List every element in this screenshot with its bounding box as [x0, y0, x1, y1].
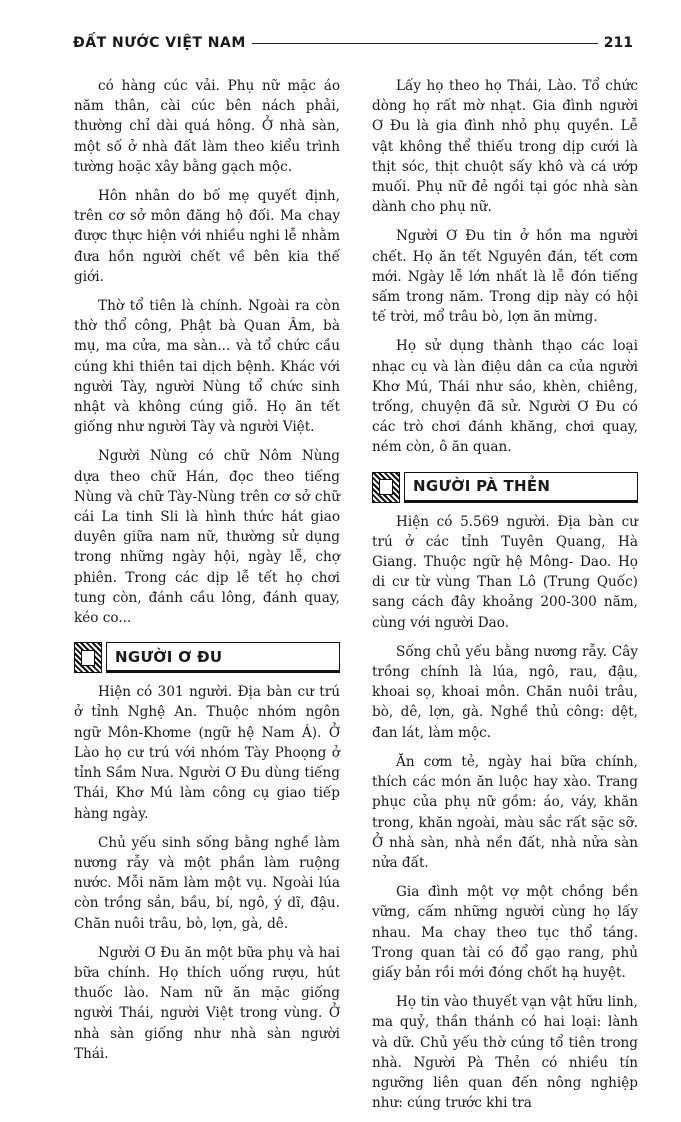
page-number: 211 [603, 35, 633, 51]
paragraph: Người Nùng có chữ Nôm Nùng dựa theo chữ Hán, đọc theo tiếng Nùng và chữ Tày-Nùng trên cơ sở chữ cái La tinh Sli là hình thức hát giao duyên giữa nam nữ, thường sử dụng trong những ngày hội, ngày lễ, chợ phiên. Trong các dịp lễ tết họ chơi tung còn, đánh cầu lông, đánh quay, kéo co... [74, 448, 340, 627]
paragraph: Sống chủ yếu bằng nương rẫy. Cây trồng chính là lúa, ngô, rau, đậu, khoai sọ, khoai môn. Chăn nuôi trâu, bò, dê, lợn, gà. Nghề thủ công: dệt, đan lát, làm mộc. [372, 643, 638, 741]
right-column [372, 76, 638, 1122]
paragraph: Họ sử dụng thành thạo các loại nhạc cụ và làn điệu dân ca của người Khơ Mú, Thái như sáo, khèn, chiêng, trống, chuyện đã sử. Người Ơ Đu có các trò chơi đánh khăng, chơi quay, ném còn, ô ăn quan. [372, 338, 638, 456]
section-title-box [106, 642, 340, 673]
section-title: NGƯỜI Ơ ĐU [115, 647, 223, 666]
running-header [73, 32, 633, 54]
header-rule [252, 43, 598, 44]
section-heading-o-du [74, 642, 340, 673]
paragraph: có hàng cúc vải. Phụ nữ mặc áo năm thân, cài cúc bên nách phải, thường chỉ dài quá hông. Ở nhà sàn, một số ở nhà đất làm theo kiểu trình tường hoặc xây bằng gạch mộc. [74, 78, 340, 175]
paragraph: Gia đình một vợ một chồng bền vững, cấm những người cùng họ lấy nhau. Ma chay theo tục thổ táng. Trong quan tài có đổ gạo rang, phủ giấy bản rồi mới đóng chốt hạ huyệt. [372, 884, 638, 981]
paragraph: Ăn cơm tẻ, ngày hai bữa chính, thích các món ăn luộc hay xào. Trang phục của phụ nữ gồm: áo, váy, khăn trong, khăn ngoài, màu sắc rất sặc sỡ. Ở nhà sàn, nhà nền đất, nhà nửa sàn nửa đất. [372, 753, 638, 871]
paragraph: Hiện có 301 người. Địa bàn cư trú ở tỉnh Nghệ An. Thuộc nhóm ngôn ngữ Môn-Khơme (ngữ hệ Nam Á). Ở Lào họ cư trú với nhóm Tày Phoọng ở tỉnh Sầm Nưa. Người Ơ Đu dùng tiếng Thái, Khơ Mú làm công cụ giao tiếp hàng ngày. [74, 684, 340, 822]
section-title-box [404, 472, 638, 503]
section-title: NGƯỜI PÀ THẺN [413, 477, 551, 496]
ornament-icon [74, 642, 102, 673]
book-title: ĐẤT NƯỚC VIỆT NAM [73, 35, 246, 51]
paragraph: Người Ơ Đu tin ở hồn ma người chết. Họ ăn tết Nguyên đán, tết cơm mới. Ngày lễ lớn nhất là lễ đón tiếng sấm trong năm. Trong dịp này có hội tế trời, mổ trâu bò, lợn ăn mừng. [372, 228, 638, 326]
paragraph: Hiện có 5.569 người. Địa bàn cư trú ở các tỉnh Tuyên Quang, Hà Giang. Thuộc ngữ hệ Mông- Dao. Họ di cư từ vùng Than Lô (Trung Quốc) sang cách đây khoảng 200-300 năm, cùng với người Dao. [372, 513, 638, 631]
paragraph: Lấy họ theo họ Thái, Lào. Tổ chức dòng họ rất mờ nhạt. Gia đình người Ơ Đu là gia đình nhỏ phụ quyền. Lễ vật không thể thiếu trong dịp cưới là thịt sóc, thịt chuột sấy khô và cá ướp muối. Phụ nữ đẻ ngồi tại góc nhà sàn dành cho phụ nữ. [372, 78, 638, 216]
ornament-icon [372, 472, 400, 503]
paragraph: Họ tin vào thuyết vạn vật hữu linh, ma quỷ, thần thánh có hai loại: lành và dữ. Chủ yếu thờ cúng tổ tiên trong nhà. Người Pà Thẻn có nhiều tín ngưỡng liên quan đến nông nghiệp như: cúng trước khi tra [372, 994, 638, 1112]
section-heading-pa-then [372, 472, 638, 503]
left-column [74, 76, 340, 1073]
paragraph: Người Ơ Đu ăn một bữa phụ và hai bữa chính. Họ thích uống rượu, hút thuốc lào. Nam nữ ăn mặc giống người Thái, người Việt trong vùng. Ở nhà sàn giống như nhà sàn người Thái. [74, 944, 340, 1062]
paragraph: Hôn nhân do bố mẹ quyết định, trên cơ sở môn đăng hộ đối. Ma chay được thực hiện với nhiều nghi lễ nhằm đưa hồn người chết về bên kia thế giới. [74, 188, 340, 285]
paragraph: Chủ yếu sinh sống bằng nghề làm nương rẫy và một phần làm ruộng nước. Mỗi năm làm một vụ. Ngoài lúa còn trồng sắn, bầu, bí, ngô, ý dĩ, đậu. Chăn nuôi trâu, bò, lợn, gà, dê. [74, 834, 340, 932]
paragraph: Thờ tổ tiên là chính. Ngoài ra còn thờ thổ công, Phật bà Quan Âm, bà mụ, ma cửa, ma sàn... và tổ chức cầu cúng khi thiên tai dịch bệnh. Khác với người Tày, người Nùng tổ chức sinh nhật và không cúng giỗ. Họ ăn tết giống như người Tày và người Việt. [74, 298, 340, 436]
